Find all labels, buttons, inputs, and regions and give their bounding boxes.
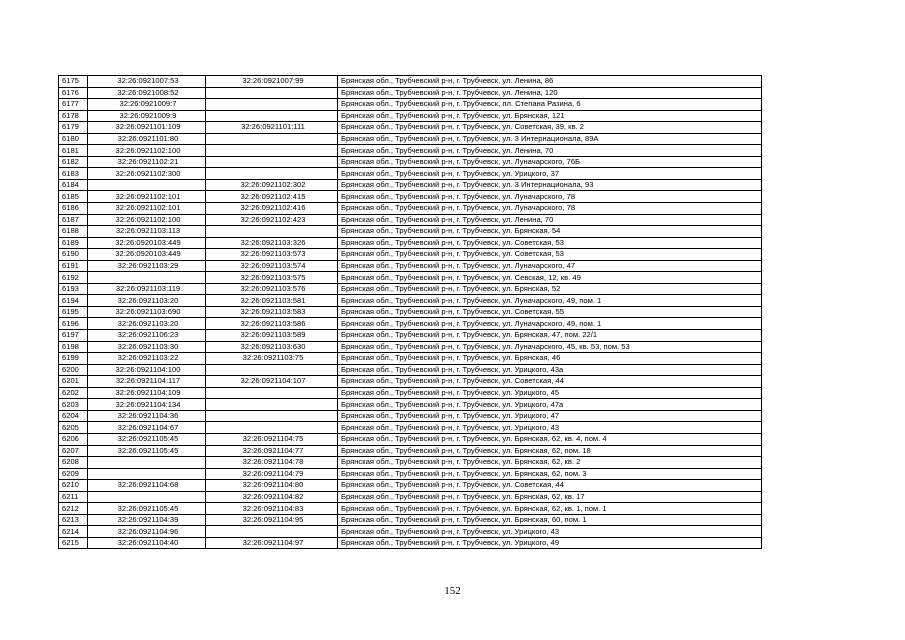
- building-cadastral-number-cell: 32:26:0921103:75: [206, 353, 338, 365]
- building-cadastral-number-cell: 32:26:0921101:111: [206, 122, 338, 134]
- building-cadastral-number-cell: 32:26:0921103:589: [206, 330, 338, 342]
- cadastral-number-cell: 32:26:0921103:20: [88, 318, 206, 330]
- table-row: [59, 491, 762, 503]
- table-row: [59, 156, 762, 168]
- address-cell: Брянская обл., Трубчевский р-н, г. Трубчевск, ул. 3 Интернационала, 93: [338, 179, 762, 191]
- building-cadastral-number-cell: 32:26:0921103:583: [206, 306, 338, 318]
- building-cadastral-number-cell: [206, 168, 338, 180]
- cadastral-number-cell: [88, 272, 206, 284]
- building-cadastral-number-cell: 32:26:0921102:416: [206, 203, 338, 215]
- cadastral-number-cell: 32:26:0921103:30: [88, 341, 206, 353]
- table-row: [59, 179, 762, 191]
- table-row: [59, 330, 762, 342]
- building-cadastral-number-cell: 32:26:0921102:415: [206, 191, 338, 203]
- table-row: [59, 433, 762, 445]
- address-cell: Брянская обл., Трубчевский р-н, г. Трубчевск, ул. Ленина, 70: [338, 214, 762, 226]
- cadastral-number-cell: 32:26:0921101:109: [88, 122, 206, 134]
- address-cell: Брянская обл., Трубчевский р-н, г. Трубчевск, ул. Луначарского, 47: [338, 260, 762, 272]
- table-row: [59, 260, 762, 272]
- cadastral-number-cell: 32:26:0921105:45: [88, 433, 206, 445]
- table-row: [59, 87, 762, 99]
- row-number-cell: 6192: [59, 272, 88, 284]
- table-row: [59, 376, 762, 388]
- table-row: [59, 445, 762, 457]
- row-number-cell: 6203: [59, 399, 88, 411]
- cadastral-number-cell: 32:26:0921104:67: [88, 422, 206, 434]
- row-number-cell: 6208: [59, 457, 88, 469]
- cadastral-number-cell: 32:26:0921104:100: [88, 364, 206, 376]
- building-cadastral-number-cell: 32:26:0921007:99: [206, 76, 338, 88]
- row-number-cell: 6182: [59, 156, 88, 168]
- address-cell: Брянская обл., Трубчевский р-н, г. Трубчевск, ул. Брянская, 121: [338, 110, 762, 122]
- row-number-cell: 6190: [59, 249, 88, 261]
- address-cell: Брянская обл., Трубчевский р-н, г. Трубчевск, ул. Луначарского, 45, кв. 53, пом. 53: [338, 341, 762, 353]
- address-cell: Брянская обл., Трубчевский р-н, г. Трубчевск, ул. Советская, 55: [338, 306, 762, 318]
- address-cell: Брянская обл., Трубчевский р-н, г. Трубчевск, ул. Луначарского, 49, пом. 1: [338, 318, 762, 330]
- cadastral-number-cell: 32:26:0921104:109: [88, 387, 206, 399]
- cadastral-number-cell: 32:26:0920103:449: [88, 237, 206, 249]
- address-cell: Брянская обл., Трубчевский р-н, г. Трубчевск, ул. Урицкого, 43а: [338, 364, 762, 376]
- address-cell: Брянская обл., Трубчевский р-н, г. Трубчевск, ул. Урицкого, 47а: [338, 399, 762, 411]
- building-cadastral-number-cell: 32:26:0921104:95: [206, 514, 338, 526]
- table-row: [59, 399, 762, 411]
- building-cadastral-number-cell: 32:26:0921103:586: [206, 318, 338, 330]
- row-number-cell: 6201: [59, 376, 88, 388]
- building-cadastral-number-cell: [206, 110, 338, 122]
- building-cadastral-number-cell: 32:26:0921103:573: [206, 249, 338, 261]
- row-number-cell: 6179: [59, 122, 88, 134]
- table-row: [59, 272, 762, 284]
- address-cell: Брянская обл., Трубчевский р-н, г. Трубчевск, ул. Советская, 53: [338, 249, 762, 261]
- row-number-cell: 6207: [59, 445, 88, 457]
- building-cadastral-number-cell: 32:26:0921104:75: [206, 433, 338, 445]
- table-row: [59, 76, 762, 88]
- table-row: [59, 110, 762, 122]
- table-row: [59, 480, 762, 492]
- building-cadastral-number-cell: [206, 226, 338, 238]
- table-row: [59, 122, 762, 134]
- cadastral-number-cell: 32:26:0921009:9: [88, 110, 206, 122]
- registry-table-body: [59, 76, 762, 549]
- table-row: [59, 387, 762, 399]
- row-number-cell: 6214: [59, 526, 88, 538]
- row-number-cell: 6197: [59, 330, 88, 342]
- table-row: [59, 133, 762, 145]
- building-cadastral-number-cell: 32:26:0921103:581: [206, 295, 338, 307]
- building-cadastral-number-cell: 32:26:0921104:80: [206, 480, 338, 492]
- building-cadastral-number-cell: 32:26:0921104:82: [206, 491, 338, 503]
- cadastral-number-cell: 32:26:0921102:100: [88, 145, 206, 157]
- cadastral-number-cell: 32:26:0921104:96: [88, 526, 206, 538]
- building-cadastral-number-cell: [206, 364, 338, 376]
- cadastral-number-cell: 32:26:0921103:20: [88, 295, 206, 307]
- cadastral-number-cell: 32:26:0921102:101: [88, 191, 206, 203]
- table-row: [59, 410, 762, 422]
- building-cadastral-number-cell: [206, 387, 338, 399]
- row-number-cell: 6196: [59, 318, 88, 330]
- cadastral-number-cell: 32:26:0920103:449: [88, 249, 206, 261]
- cadastral-number-cell: 32:26:0921102:300: [88, 168, 206, 180]
- table-row: [59, 99, 762, 111]
- row-number-cell: 6195: [59, 306, 88, 318]
- building-cadastral-number-cell: 32:26:0921103:630: [206, 341, 338, 353]
- address-cell: Брянская обл., Трубчевский р-н, г. Трубчевск, ул. Луначарского, 78: [338, 203, 762, 215]
- cadastral-number-cell: 32:26:0921103:113: [88, 226, 206, 238]
- row-number-cell: 6210: [59, 480, 88, 492]
- table-row: [59, 306, 762, 318]
- address-cell: Брянская обл., Трубчевский р-н, г. Трубчевск, ул. Луначарского, 78: [338, 191, 762, 203]
- building-cadastral-number-cell: [206, 410, 338, 422]
- address-cell: Брянская обл., Трубчевский р-н, г. Трубчевск, ул. Урицкого, 43: [338, 526, 762, 538]
- row-number-cell: 6213: [59, 514, 88, 526]
- row-number-cell: 6211: [59, 491, 88, 503]
- address-cell: Брянская обл., Трубчевский р-н, г. Трубчевск, ул. Урицкого, 45: [338, 387, 762, 399]
- building-cadastral-number-cell: [206, 399, 338, 411]
- address-cell: Брянская обл., Трубчевский р-н, г. Трубчевск, ул. Советская, 53: [338, 237, 762, 249]
- building-cadastral-number-cell: 32:26:0921104:79: [206, 468, 338, 480]
- building-cadastral-number-cell: 32:26:0921103:575: [206, 272, 338, 284]
- row-number-cell: 6177: [59, 99, 88, 111]
- building-cadastral-number-cell: 32:26:0921104:83: [206, 503, 338, 515]
- address-cell: Брянская обл., Трубчевский р-н, г. Трубчевск, ул. Луначарского, 49, пом. 1: [338, 295, 762, 307]
- cadastral-number-cell: 32:26:0921102:101: [88, 203, 206, 215]
- table-row: [59, 364, 762, 376]
- address-cell: Брянская обл., Трубчевский р-н, г. Трубчевск, ул. Урицкого, 49: [338, 537, 762, 549]
- table-row: [59, 237, 762, 249]
- table-row: [59, 526, 762, 538]
- address-cell: Брянская обл., Трубчевский р-н, г. Трубчевск, пл. Степана Разина, 6: [338, 99, 762, 111]
- row-number-cell: 6191: [59, 260, 88, 272]
- table-row: [59, 283, 762, 295]
- address-cell: Брянская обл., Трубчевский р-н, г. Трубчевск, ул. Брянская, 62, кв. 1, пом. 1: [338, 503, 762, 515]
- cadastral-number-cell: 32:26:0921103:29: [88, 260, 206, 272]
- cadastral-number-cell: 32:26:0921104:134: [88, 399, 206, 411]
- page-number: 152: [444, 585, 461, 597]
- address-cell: Брянская обл., Трубчевский р-н, г. Трубчевск, ул. Брянская, 62, кв. 2: [338, 457, 762, 469]
- address-cell: Брянская обл., Трубчевский р-н, г. Трубчевск, ул. Советская, 44: [338, 480, 762, 492]
- cadastral-number-cell: 32:26:0921103:22: [88, 353, 206, 365]
- cadastral-number-cell: 32:26:0921104:68: [88, 480, 206, 492]
- address-cell: Брянская обл., Трубчевский р-н, г. Трубчевск, ул. Брянская, 46: [338, 353, 762, 365]
- row-number-cell: 6189: [59, 237, 88, 249]
- cadastral-number-cell: 32:26:0921101:80: [88, 133, 206, 145]
- address-cell: Брянская обл., Трубчевский р-н, г. Трубчевск, ул. Советская, 44: [338, 376, 762, 388]
- cadastral-number-cell: [88, 179, 206, 191]
- row-number-cell: 6206: [59, 433, 88, 445]
- row-number-cell: 6175: [59, 76, 88, 88]
- address-cell: Брянская обл., Трубчевский р-н, г. Трубчевск, ул. Урицкого, 37: [338, 168, 762, 180]
- address-cell: Брянская обл., Трубчевский р-н, г. Трубчевск, ул. Ленина, 70: [338, 145, 762, 157]
- address-cell: Брянская обл., Трубчевский р-н, г. Трубчевск, ул. Брянская, 62, пом. 18: [338, 445, 762, 457]
- address-cell: Брянская обл., Трубчевский р-н, г. Трубчевск, ул. Ленина, 120: [338, 87, 762, 99]
- cadastral-number-cell: 32:26:0921103:119: [88, 283, 206, 295]
- address-cell: Брянская обл., Трубчевский р-н, г. Трубчевск, ул. Брянская, 60, пом. 1: [338, 514, 762, 526]
- registry-table: [58, 75, 762, 549]
- cadastral-number-cell: [88, 457, 206, 469]
- table-row: [59, 341, 762, 353]
- cadastral-number-cell: 32:26:0921008:52: [88, 87, 206, 99]
- row-number-cell: 6215: [59, 537, 88, 549]
- address-cell: Брянская обл., Трубчевский р-н, г. Трубчевск, ул. Севская, 12, кв. 49: [338, 272, 762, 284]
- row-number-cell: 6181: [59, 145, 88, 157]
- building-cadastral-number-cell: 32:26:0921102:302: [206, 179, 338, 191]
- address-cell: Брянская обл., Трубчевский р-н, г. Трубчевск, ул. Брянская, 47, пом. 22/1: [338, 330, 762, 342]
- row-number-cell: 6204: [59, 410, 88, 422]
- address-cell: Брянская обл., Трубчевский р-н, г. Трубчевск, ул. Брянская, 62, пом. 3: [338, 468, 762, 480]
- address-cell: Брянская обл., Трубчевский р-н, г. Трубчевск, ул. Брянская, 62, кв. 4, пом. 4: [338, 433, 762, 445]
- cadastral-number-cell: 32:26:0921104:40: [88, 537, 206, 549]
- cadastral-number-cell: 32:26:0921105:45: [88, 445, 206, 457]
- row-number-cell: 6202: [59, 387, 88, 399]
- row-number-cell: 6184: [59, 179, 88, 191]
- table-row: [59, 514, 762, 526]
- building-cadastral-number-cell: 32:26:0921103:576: [206, 283, 338, 295]
- building-cadastral-number-cell: [206, 526, 338, 538]
- address-cell: Брянская обл., Трубчевский р-н, г. Трубчевск, ул. Брянская, 54: [338, 226, 762, 238]
- row-number-cell: 6187: [59, 214, 88, 226]
- row-number-cell: 6200: [59, 364, 88, 376]
- building-cadastral-number-cell: [206, 145, 338, 157]
- building-cadastral-number-cell: [206, 156, 338, 168]
- row-number-cell: 6183: [59, 168, 88, 180]
- table-row: [59, 318, 762, 330]
- cadastral-number-cell: 32:26:0921009:7: [88, 99, 206, 111]
- building-cadastral-number-cell: 32:26:0921104:78: [206, 457, 338, 469]
- row-number-cell: 6186: [59, 203, 88, 215]
- cadastral-number-cell: 32:26:0921007:53: [88, 76, 206, 88]
- row-number-cell: 6205: [59, 422, 88, 434]
- table-row: [59, 168, 762, 180]
- row-number-cell: 6185: [59, 191, 88, 203]
- table-row: [59, 214, 762, 226]
- address-cell: Брянская обл., Трубчевский р-н, г. Трубчевск, ул. Ленина, 86: [338, 76, 762, 88]
- table-row: [59, 457, 762, 469]
- address-cell: Брянская обл., Трубчевский р-н, г. Трубчевск, ул. Луначарского, 76Б: [338, 156, 762, 168]
- row-number-cell: 6209: [59, 468, 88, 480]
- cadastral-number-cell: [88, 491, 206, 503]
- table-row: [59, 468, 762, 480]
- row-number-cell: 6193: [59, 283, 88, 295]
- cadastral-number-cell: 32:26:0921104:36: [88, 410, 206, 422]
- table-row: [59, 249, 762, 261]
- row-number-cell: 6194: [59, 295, 88, 307]
- building-cadastral-number-cell: 32:26:0921104:107: [206, 376, 338, 388]
- building-cadastral-number-cell: [206, 87, 338, 99]
- address-cell: Брянская обл., Трубчевский р-н, г. Трубчевск, ул. Урицкого, 43: [338, 422, 762, 434]
- cadastral-number-cell: 32:26:0921104:117: [88, 376, 206, 388]
- row-number-cell: 6212: [59, 503, 88, 515]
- table-row: [59, 422, 762, 434]
- row-number-cell: 6180: [59, 133, 88, 145]
- building-cadastral-number-cell: [206, 99, 338, 111]
- address-cell: Брянская обл., Трубчевский р-н, г. Трубчевск, ул. Советская, 39, кв. 2: [338, 122, 762, 134]
- building-cadastral-number-cell: 32:26:0921102:423: [206, 214, 338, 226]
- cadastral-number-cell: 32:26:0921104:39: [88, 514, 206, 526]
- row-number-cell: 6188: [59, 226, 88, 238]
- building-cadastral-number-cell: 32:26:0921103:326: [206, 237, 338, 249]
- table-row: [59, 191, 762, 203]
- table-row: [59, 145, 762, 157]
- cadastral-number-cell: 32:26:0921106:23: [88, 330, 206, 342]
- row-number-cell: 6176: [59, 87, 88, 99]
- table-row: [59, 226, 762, 238]
- building-cadastral-number-cell: 32:26:0921104:77: [206, 445, 338, 457]
- table-row: [59, 203, 762, 215]
- cadastral-number-cell: 32:26:0921105:45: [88, 503, 206, 515]
- building-cadastral-number-cell: 32:26:0921103:574: [206, 260, 338, 272]
- cadastral-number-cell: 32:26:0921103:690: [88, 306, 206, 318]
- row-number-cell: 6178: [59, 110, 88, 122]
- cadastral-number-cell: 32:26:0921102:100: [88, 214, 206, 226]
- address-cell: Брянская обл., Трубчевский р-н, г. Трубчевск, ул. Брянская, 52: [338, 283, 762, 295]
- row-number-cell: 6199: [59, 353, 88, 365]
- table-row: [59, 353, 762, 365]
- cadastral-number-cell: 32:26:0921102:21: [88, 156, 206, 168]
- building-cadastral-number-cell: [206, 422, 338, 434]
- row-number-cell: 6198: [59, 341, 88, 353]
- address-cell: Брянская обл., Трубчевский р-н, г. Трубчевск, ул. Брянская, 62, кв. 17: [338, 491, 762, 503]
- cadastral-number-cell: [88, 468, 206, 480]
- table-row: [59, 295, 762, 307]
- building-cadastral-number-cell: 32:26:0921104:97: [206, 537, 338, 549]
- address-cell: Брянская обл., Трубчевский р-н, г. Трубчевск, ул. 3 Интернационала, 89А: [338, 133, 762, 145]
- address-cell: Брянская обл., Трубчевский р-н, г. Трубчевск, ул. Урицкого, 47: [338, 410, 762, 422]
- table-row: [59, 503, 762, 515]
- building-cadastral-number-cell: [206, 133, 338, 145]
- table-row: [59, 537, 762, 549]
